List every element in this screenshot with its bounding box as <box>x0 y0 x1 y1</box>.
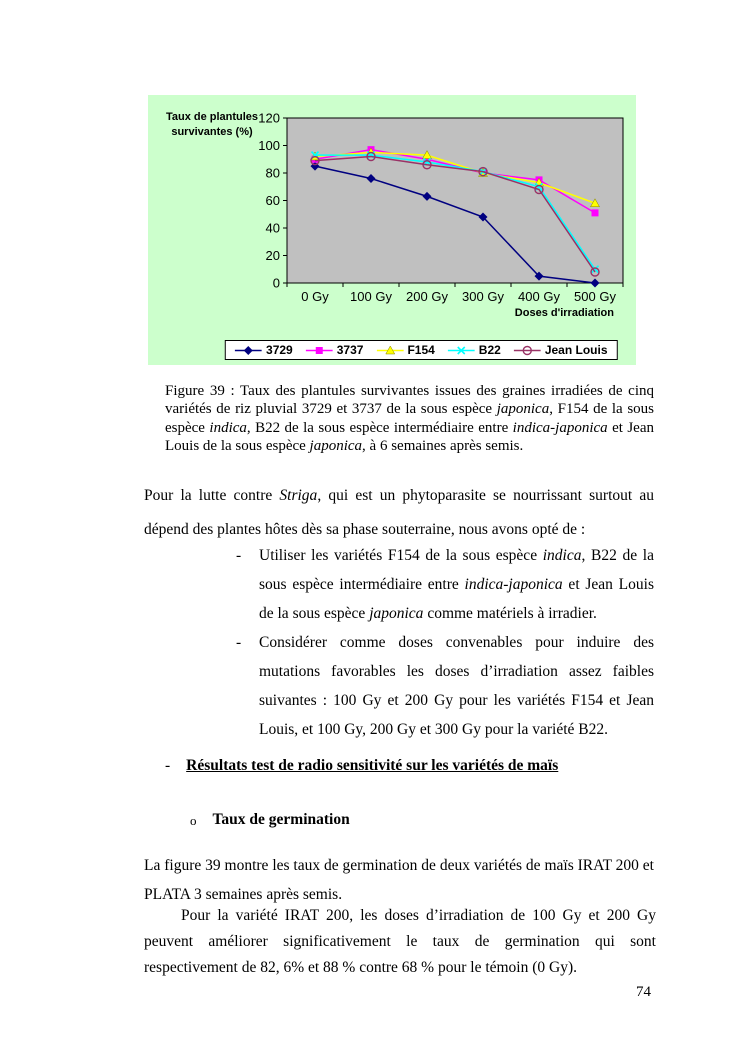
heading-dash: - <box>165 757 171 774</box>
y-tick-label: 100 <box>258 138 280 153</box>
legend-marker-icon <box>514 345 541 356</box>
bullet-text: Utiliser les variétés F154 de la sous espèce indica, B22 de la sous espèce intermédiaire entre indica-japonica et Jean Louis de la sous espèce japonica comme matériels à irradier. <box>259 547 654 622</box>
bullet-dash: - <box>236 634 242 651</box>
sub-bullet-text: Taux de germination <box>212 811 350 828</box>
y-tick-label: 40 <box>265 220 280 236</box>
chart-plot <box>233 105 633 307</box>
x-tick-label: 100 Gy <box>350 289 392 304</box>
y-tick-label: 20 <box>265 248 280 263</box>
paragraph-figure39: La figure 39 montre les taux de germination de deux variétés de maïs IRAT 200 et PLATA 3 semaines après semis. <box>144 856 654 903</box>
paragraph-irat200: Pour la variété IRAT 200, les doses d’irradiation de 100 Gy et 200 Gy peuvent améliorer significativement le taux de germination qui sont respectivement de 82, 6% et 88 % contre 68 % pour le témoin (0 Gy). <box>144 906 656 976</box>
bullet-list <box>236 541 654 744</box>
legend-label: Jean Louis <box>544 343 608 357</box>
x-tick-label: 300 Gy <box>462 289 504 304</box>
y-tick-label: 60 <box>265 193 280 208</box>
legend-label: F154 <box>407 343 435 357</box>
legend-marker-icon <box>448 345 475 356</box>
x-tick-label: 400 Gy <box>518 289 560 304</box>
legend-item-f154 <box>376 343 434 357</box>
legend-label: 3737 <box>336 343 364 357</box>
y-tick-label: 80 <box>265 165 280 181</box>
legend-marker-icon <box>235 345 262 356</box>
figure-caption: Figure 39 : Taux des plantules survivantes issues des graines irradiées de cinq variétés de riz pluvial 3729 et 3737 de la sous espèce japonica, F154 de la sous espèce indica, B22 de la sous espèce intermédiaire entre indica-japonica et Jean Louis de la sous espèce japonica, à 6 semaines après semis. <box>165 383 655 455</box>
x-tick-label: 500 Gy <box>574 289 616 304</box>
legend-item-3729 <box>235 343 293 357</box>
legend-label: B22 <box>478 343 501 357</box>
bullet-item-doses <box>236 628 654 744</box>
heading-text: Résultats test de radio sensitivité sur les variétés de maïs <box>186 757 559 774</box>
chart-x-axis-title: Doses d'irradiation <box>514 307 614 319</box>
sub-bullet-germination <box>190 811 350 829</box>
y-axis-title-line2: survivantes (%) <box>171 125 253 138</box>
y-tick-label: 120 <box>258 110 280 126</box>
x-tick-label: 0 Gy <box>301 289 329 304</box>
legend-item-b22 <box>448 343 501 357</box>
legend-label: 3729 <box>266 343 293 357</box>
legend-marker-icon <box>306 345 333 356</box>
y-axis-title-line1: Taux de plantules <box>165 111 259 123</box>
paragraph-striga: Pour la lutte contre Striga, qui est un phytoparasite se nourrissant surtout au dépend des plantes hôtes dès sa phase souterraine, nous avons opté de : <box>144 486 654 538</box>
sub-bullet-marker: o <box>190 813 197 828</box>
chart-legend <box>225 340 617 360</box>
legend-item-jean-louis <box>514 343 608 357</box>
legend-item-3737 <box>306 343 364 357</box>
page-number: 74 <box>636 984 651 1000</box>
figure-39-chart <box>148 95 636 365</box>
bullet-text: Considérer comme doses convenables pour induire des mutations favorables les doses d’irradiation assez faibles suivantes : 100 Gy et 200 Gy pour les variétés F154 et Jean Louis, et 100 Gy, 200 Gy et 300 Gy pour la variété B22. <box>259 634 654 738</box>
bullet-dash: - <box>236 547 242 564</box>
section-heading <box>165 757 558 775</box>
y-tick-label: 0 <box>272 275 280 291</box>
bullet-item-irradier <box>236 541 654 628</box>
x-tick-label: 200 Gy <box>406 289 448 304</box>
legend-marker-icon <box>376 345 403 356</box>
